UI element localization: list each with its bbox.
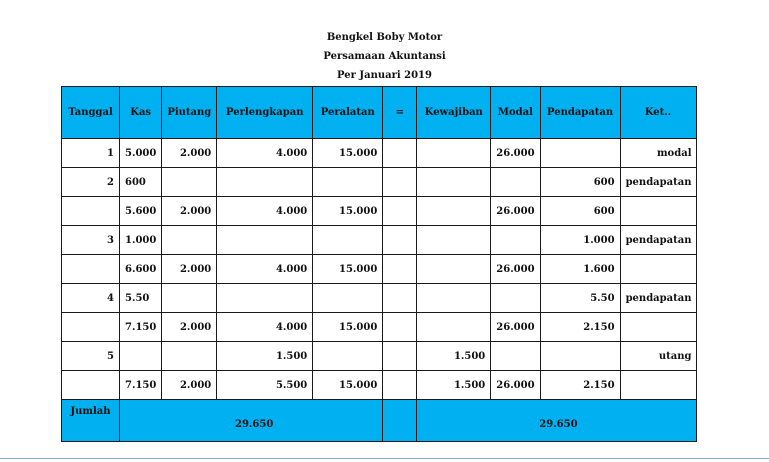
table-row [62, 226, 697, 255]
cell-equals [383, 371, 417, 400]
table-row [62, 313, 697, 342]
cell-tanggal [62, 313, 120, 342]
cell-equals [383, 342, 417, 371]
cell-kas: 1.000 [120, 226, 162, 255]
equals-cell [383, 400, 417, 442]
cell-peralatan: 15.000 [313, 371, 383, 400]
cell-perlengkapan: 4.000 [217, 255, 313, 284]
report-titles [0, 28, 769, 85]
cell-pendapatan: 1.000 [540, 226, 620, 255]
cell-equals [383, 168, 417, 197]
cell-kas: 6.600 [120, 255, 162, 284]
cell-peralatan [313, 168, 383, 197]
cell-pendapatan: 5.50 [540, 284, 620, 313]
cell-piutang: 2.000 [162, 139, 217, 168]
cell-piutang [162, 284, 217, 313]
accounting-equation-table [61, 86, 697, 442]
cell-kas: 7.150 [120, 313, 162, 342]
cell-tanggal: 2 [62, 168, 120, 197]
header-kewajiban: Kewajiban [417, 87, 491, 139]
header-ket: Ket.. [620, 87, 696, 139]
cell-perlengkapan [217, 284, 313, 313]
cell-kewajiban [417, 255, 491, 284]
cell-ket: pendapatan [620, 284, 696, 313]
cell-modal [491, 168, 540, 197]
cell-modal: 26.000 [491, 313, 540, 342]
cell-modal [491, 284, 540, 313]
cell-kewajiban [417, 226, 491, 255]
header-modal: Modal [491, 87, 540, 139]
cell-kewajiban [417, 168, 491, 197]
cell-tanggal: 5 [62, 342, 120, 371]
cell-pendapatan: 600 [540, 197, 620, 226]
cell-piutang [162, 226, 217, 255]
cell-equals [383, 197, 417, 226]
cell-peralatan [313, 226, 383, 255]
cell-pendapatan: 2.150 [540, 371, 620, 400]
cell-perlengkapan: 4.000 [217, 139, 313, 168]
cell-ket: modal [620, 139, 696, 168]
cell-piutang: 2.000 [162, 313, 217, 342]
cell-kewajiban: 1.500 [417, 371, 491, 400]
header-piutang: Piutang [162, 87, 217, 139]
table-row [62, 197, 697, 226]
cell-kas: 7.150 [120, 371, 162, 400]
report-title: Bengkel Boby Motor [326, 32, 443, 43]
cell-peralatan: 15.000 [313, 139, 383, 168]
table-row [62, 168, 697, 197]
cell-peralatan: 15.000 [313, 255, 383, 284]
cell-piutang [162, 168, 217, 197]
cell-tanggal: 3 [62, 226, 120, 255]
page-divider [0, 458, 769, 459]
header-row [62, 87, 697, 139]
cell-kewajiban [417, 284, 491, 313]
cell-ket: pendapatan [620, 168, 696, 197]
cell-piutang: 2.000 [162, 197, 217, 226]
cell-perlengkapan [217, 226, 313, 255]
cell-piutang [162, 342, 217, 371]
cell-kas: 5.50 [120, 284, 162, 313]
header-tanggal: Tanggal [62, 87, 120, 139]
header-equals: = [383, 87, 417, 139]
cell-equals [383, 226, 417, 255]
table-row [62, 371, 697, 400]
cell-kas: 5.000 [120, 139, 162, 168]
cell-kewajiban [417, 197, 491, 226]
table-row [62, 342, 697, 371]
cell-ket [620, 255, 696, 284]
cell-modal [491, 226, 540, 255]
cell-kas: 5.600 [120, 197, 162, 226]
cell-kas: 600 [120, 168, 162, 197]
assets-total: 29.650 [120, 400, 383, 442]
total-row [62, 400, 697, 442]
cell-perlengkapan: 4.000 [217, 313, 313, 342]
header-pendapatan: Pendapatan [540, 87, 620, 139]
cell-modal: 26.000 [491, 371, 540, 400]
cell-modal: 26.000 [491, 255, 540, 284]
cell-piutang: 2.000 [162, 255, 217, 284]
cell-ket [620, 313, 696, 342]
cell-modal: 26.000 [491, 139, 540, 168]
cell-perlengkapan: 4.000 [217, 197, 313, 226]
cell-ket [620, 197, 696, 226]
cell-ket [620, 371, 696, 400]
cell-kas [120, 342, 162, 371]
cell-perlengkapan: 1.500 [217, 342, 313, 371]
cell-modal [491, 342, 540, 371]
cell-ket: pendapatan [620, 226, 696, 255]
cell-tanggal [62, 371, 120, 400]
cell-tanggal: 1 [62, 139, 120, 168]
report-subtitle: Persamaan Akuntansi [323, 51, 446, 62]
cell-piutang: 2.000 [162, 371, 217, 400]
cell-perlengkapan [217, 168, 313, 197]
cell-perlengkapan: 5.500 [217, 371, 313, 400]
cell-peralatan [313, 284, 383, 313]
cell-pendapatan: 600 [540, 168, 620, 197]
table-row [62, 139, 697, 168]
cell-tanggal [62, 255, 120, 284]
cell-peralatan: 15.000 [313, 313, 383, 342]
cell-equals [383, 255, 417, 284]
cell-pendapatan: 1.600 [540, 255, 620, 284]
header-perlengkapan: Perlengkapan [217, 87, 313, 139]
cell-peralatan: 15.000 [313, 197, 383, 226]
table-row [62, 255, 697, 284]
total-label: Jumlah [62, 400, 120, 442]
cell-equals [383, 313, 417, 342]
cell-kewajiban [417, 139, 491, 168]
cell-modal: 26.000 [491, 197, 540, 226]
cell-pendapatan [540, 139, 620, 168]
cell-peralatan [313, 342, 383, 371]
report-period: Per Januari 2019 [337, 70, 432, 81]
cell-kewajiban [417, 313, 491, 342]
cell-equals [383, 284, 417, 313]
cell-pendapatan: 2.150 [540, 313, 620, 342]
header-peralatan: Peralatan [313, 87, 383, 139]
cell-kewajiban: 1.500 [417, 342, 491, 371]
cell-pendapatan [540, 342, 620, 371]
cell-equals [383, 139, 417, 168]
cell-tanggal [62, 197, 120, 226]
cell-tanggal: 4 [62, 284, 120, 313]
table-row [62, 284, 697, 313]
header-kas: Kas [120, 87, 162, 139]
cell-ket: utang [620, 342, 696, 371]
liabilities-equity-total: 29.650 [417, 400, 696, 442]
table-body [62, 139, 697, 400]
